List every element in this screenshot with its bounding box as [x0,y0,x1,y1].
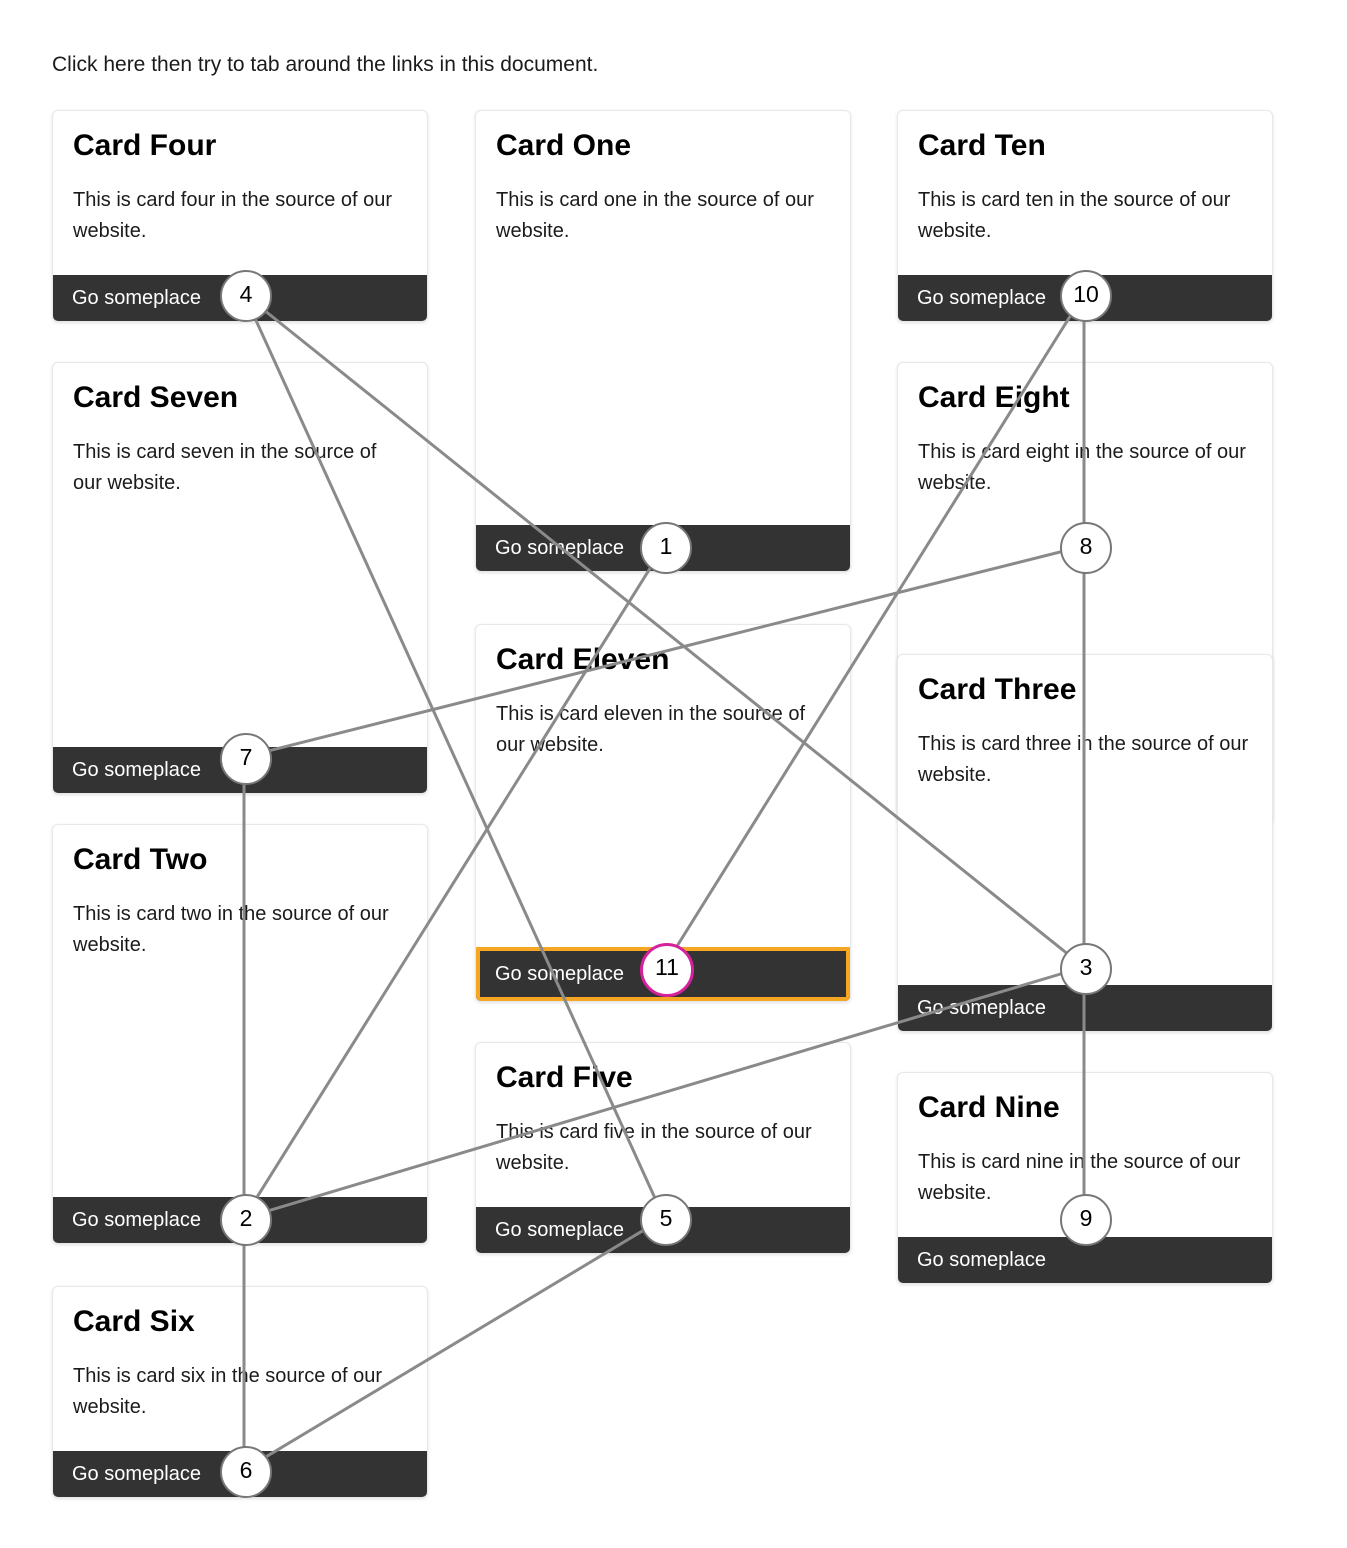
card-link[interactable]: Go someplace [898,985,1272,1031]
card-description: This is card one in the source of our website. [496,189,814,242]
card-title: Card One [496,129,632,162]
tab-order-badge: 7 [220,733,272,785]
tab-order-badge: 10 [1060,270,1112,322]
card-title: Card Eleven [496,643,670,676]
card-title: Card Five [496,1061,633,1094]
card-link[interactable]: Go someplace [476,1207,850,1253]
card-body [476,111,850,253]
card [897,1072,1273,1284]
card-link[interactable]: Go someplace [476,947,850,1001]
card-link[interactable]: Go someplace [898,1237,1272,1283]
tab-order-badge: 8 [1060,522,1112,574]
tab-order-badge: 4 [220,270,272,322]
card-description: This is card eight in the source of our website. [918,441,1246,494]
card-link[interactable]: Go someplace [53,1197,427,1243]
card-description: This is card four in the source of our website. [73,189,393,242]
card [52,362,428,794]
card-link[interactable]: Go someplace [53,275,427,321]
card-description: This is card three in the source of our website. [918,733,1249,786]
card-body [476,1043,850,1185]
card-description: This is card eleven in the source of our website. [496,703,806,756]
card [475,110,851,572]
card-description: This is card six in the source of our website. [73,1365,383,1418]
card-body [53,825,427,967]
card-body [53,1287,427,1429]
card-title: Card Three [918,673,1077,706]
tab-order-badge: 1 [640,522,692,574]
card-title: Card Two [73,843,208,876]
card-body [898,111,1272,253]
card-title: Card Nine [918,1091,1060,1124]
tab-order-badge: 9 [1060,1194,1112,1246]
card-description: This is card seven in the source of our website. [73,441,377,494]
card-title: Card Six [73,1305,195,1338]
card-description: This is card nine in the source of our website. [918,1151,1241,1204]
card-description: This is card ten in the source of our website. [918,189,1231,242]
card-body [53,111,427,253]
page-instructions: Click here then try to tab around the links in this document. [52,53,599,76]
card-link[interactable]: Go someplace [476,525,850,571]
card-description: This is card two in the source of our website. [73,903,389,956]
card-link[interactable]: Go someplace [53,1451,427,1497]
card-description: This is card five in the source of our website. [496,1121,812,1174]
tab-order-badge: 11 [640,943,694,997]
card-title: Card Seven [73,381,239,414]
tab-order-badge: 5 [640,1194,692,1246]
card [52,824,428,1244]
tab-order-badge: 2 [220,1194,272,1246]
card-body [476,625,850,767]
card-body [898,363,1272,505]
tab-order-badge: 3 [1060,943,1112,995]
tab-order-badge: 6 [220,1446,272,1498]
card-body [53,363,427,505]
card-title: Card Four [73,129,217,162]
card-link[interactable]: Go someplace [53,747,427,793]
card-link[interactable]: Go someplace [898,275,1272,321]
card-title: Card Ten [918,129,1046,162]
card-title: Card Eight [918,381,1070,414]
card-body [898,655,1272,797]
